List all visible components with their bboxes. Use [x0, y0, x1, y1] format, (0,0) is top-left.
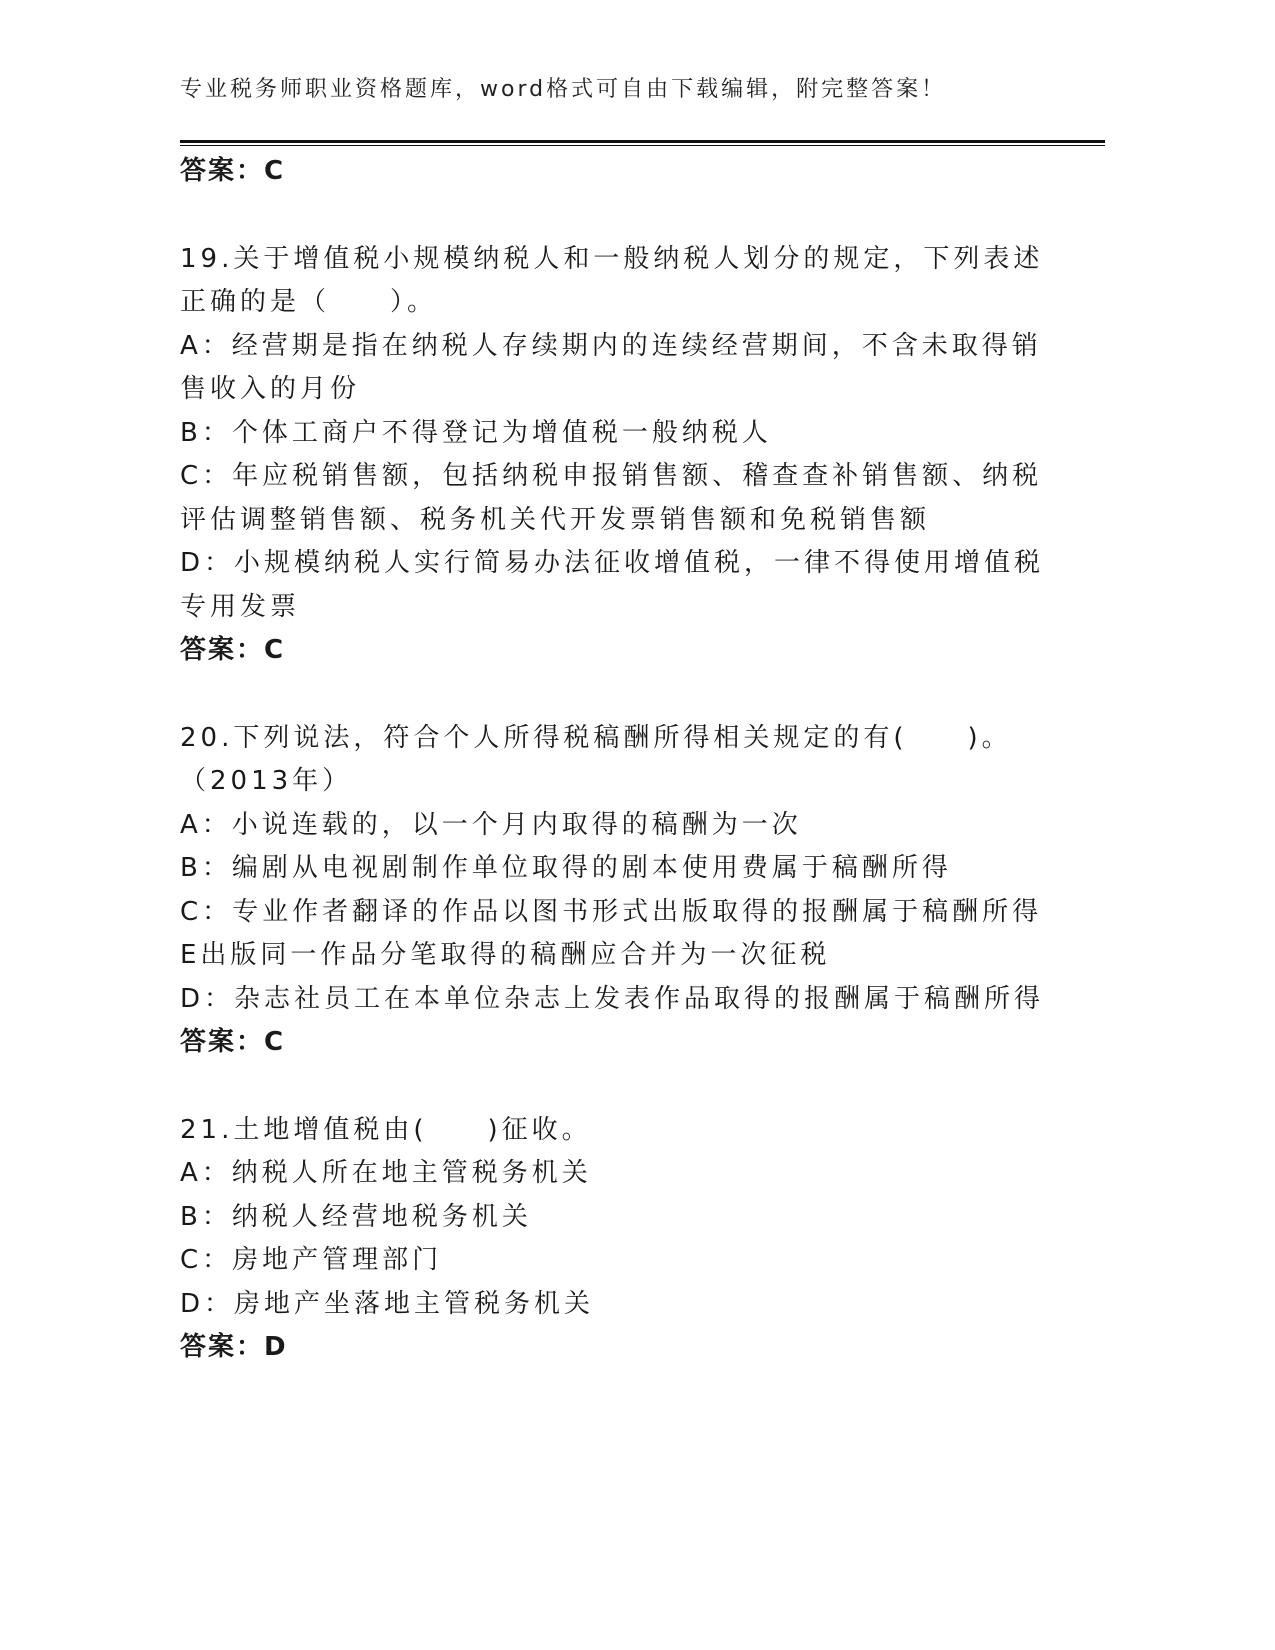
answer: 答案：D: [180, 1332, 288, 1362]
page-header: 专业税务师职业资格题库，word格式可自由下载编辑，附完整答案！: [180, 77, 947, 102]
question-19: [180, 238, 1050, 673]
option-b: B：编剧从电视剧制作单位取得的剧本使用费属于稿酬所得: [180, 853, 952, 883]
question-stem: 20.下列说法，符合个人所得税稿酬所得相关规定的有( )。（2013年）: [180, 722, 1012, 796]
option-d: D：房地产坐落地主管税务机关: [180, 1288, 595, 1319]
option-a: A：经营期是指在纳税人存续期内的连续经营期间，不含未取得销售收入的月份: [180, 330, 1042, 404]
option-a: A：纳税人所在地主管税务机关: [180, 1158, 592, 1188]
option-b: B：个体工商户不得登记为增值税一般纳税人: [180, 417, 772, 448]
answer: 答案：C: [180, 1027, 286, 1057]
option-d: D：杂志社员工在本单位杂志上发表作品取得的报酬属于稿酬所得: [180, 983, 1045, 1014]
option-b: B：纳税人经营地税务机关: [180, 1201, 532, 1232]
answer: 答案：C: [180, 635, 286, 665]
question-content: [180, 150, 1050, 1370]
header-divider-thick: [180, 140, 1105, 143]
option-d: D：小规模纳税人实行简易办法征收增值税，一律不得使用增值税专用发票: [180, 548, 1045, 622]
question-20: [180, 717, 1050, 1065]
option-c: C：专业作者翻译的作品以图书形式出版取得的报酬属于稿酬所得E出版同一作品分笔取得的稿酬应合并为一次征税: [180, 896, 1043, 970]
option-c: C：房地产管理部门: [180, 1245, 443, 1275]
question-21: [180, 1109, 1050, 1370]
question-stem: 19.关于增值税小规模纳税人和一般纳税人划分的规定，下列表述正确的是（ ）。: [180, 243, 1044, 317]
option-c: C：年应税销售额，包括纳税申报销售额、稽查查补销售额、纳税评估调整销售额、税务机关代开发票销售额和免税销售额: [180, 461, 1043, 535]
header-divider-thin: [180, 145, 1105, 146]
previous-answer: 答案：C: [180, 156, 286, 186]
option-a: A：小说连载的，以一个月内取得的稿酬为一次: [180, 809, 802, 840]
question-stem: 21.土地增值税由( )征收。: [180, 1114, 592, 1145]
